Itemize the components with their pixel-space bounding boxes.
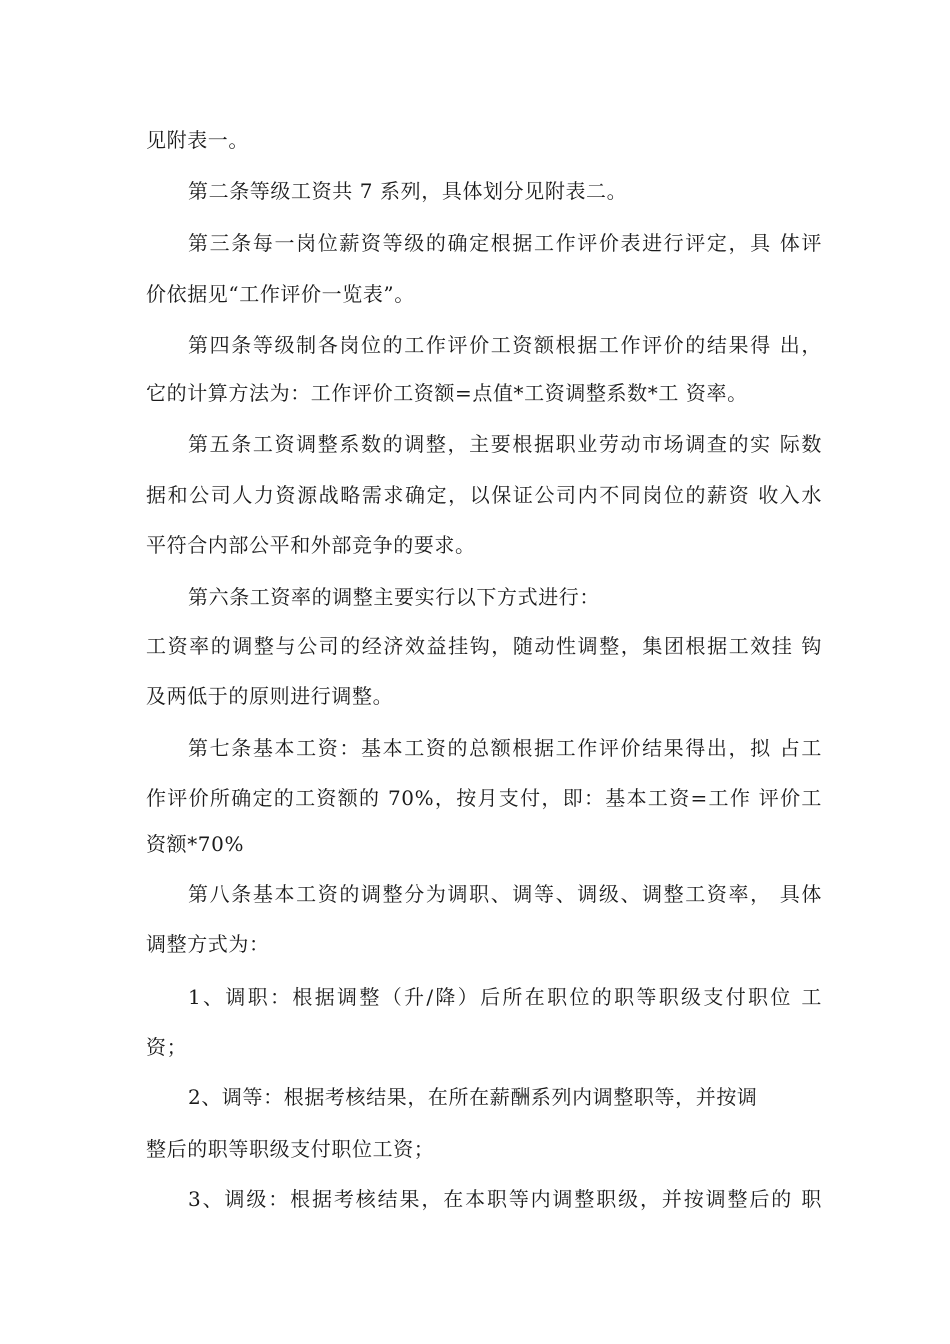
text-line: 整后的职等职级支付职位工资； <box>146 1137 435 1161</box>
text-line: 第四条等级制各岗位的工作评价工资额根据工作评价的结果得 出， <box>188 333 822 357</box>
text-line: 3、调级：根据考核结果，在本职等内调整职级，并按调整后的 职 <box>188 1187 822 1211</box>
text-line: 调整方式为： <box>146 932 270 956</box>
text-line: 见附表一。 <box>146 128 249 152</box>
text-line: 及两低于的原则进行调整。 <box>146 684 394 708</box>
text-line: 价依据见“工作评价一览表”。 <box>146 282 415 306</box>
text-line: 第七条基本工资：基本工资的总额根据工作评价结果得出，拟 占工 <box>188 736 822 760</box>
text-line: 资额*70% <box>146 832 245 856</box>
text-line: 第三条每一岗位薪资等级的确定根据工作评价表进行评定，具 体评 <box>188 231 822 255</box>
text-line: 据和公司人力资源战略需求确定，以保证公司内不同岗位的薪资 收入水 <box>146 483 822 507</box>
text-line: 1、调职：根据调整（升/降）后所在职位的职等职级支付职位 工 <box>188 985 822 1009</box>
text-line: 作评价所确定的工资额的 70%，按月支付，即：基本工资=工作 评价工 <box>146 786 822 810</box>
text-line: 2、调等：根据考核结果，在所在薪酬系列内调整职等，并按调 <box>188 1085 758 1109</box>
text-line: 第八条基本工资的调整分为调职、调等、调级、调整工资率， 具体 <box>188 882 822 906</box>
text-line: 它的计算方法为：工作评价工资额=点值*工资调整系数*工 资率。 <box>146 381 748 405</box>
text-line: 平符合内部公平和外部竞争的要求。 <box>146 533 476 557</box>
text-line: 第二条等级工资共 7 系列，具体划分见附表二。 <box>188 179 628 203</box>
text-line: 第五条工资调整系数的调整，主要根据职业劳动市场调查的实 际数 <box>188 432 822 456</box>
text-line: 资； <box>146 1035 188 1059</box>
text-line: 第六条工资率的调整主要实行以下方式进行： <box>188 585 600 609</box>
text-line: 工资率的调整与公司的经济效益挂钩，随动性调整，集团根据工效挂 钩 <box>146 634 822 658</box>
